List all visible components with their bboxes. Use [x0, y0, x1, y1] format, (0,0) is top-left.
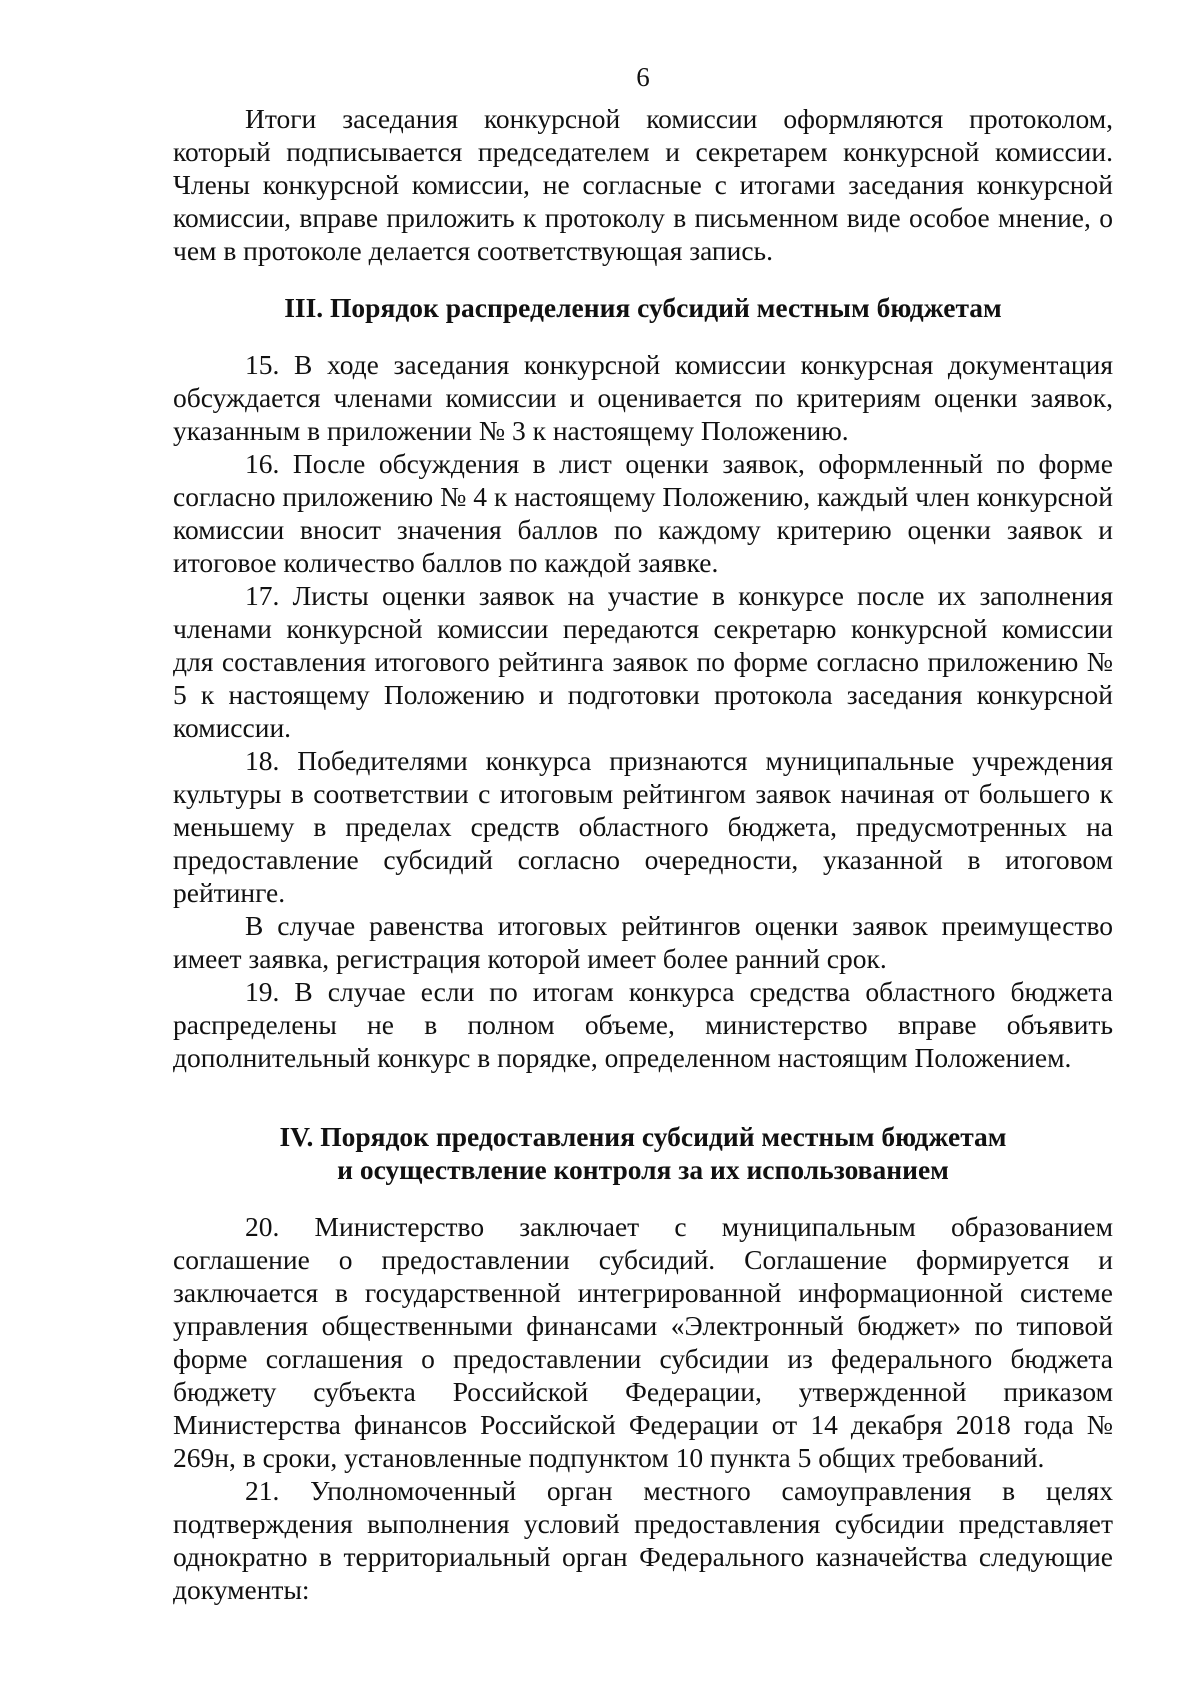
paragraph-17: 17. Листы оценки заявок на участие в конкурсе после их заполнения членами конкурсной комиссии передаются секретарю конкурсной комиссии для составления итогового рейтинга заявок по форме согласно приложению № 5 к настоящему Положению и подготовки протокола заседания конкурсной комиссии. [173, 580, 1113, 743]
page-number: 6 [636, 62, 650, 92]
paragraph-18-equal-ratings: В случае равенства итоговых рейтингов оценки заявок преимущество имеет заявка, регистрация которой имеет более ранний срок. [173, 910, 1113, 974]
paragraph-commission-results: Итоги заседания конкурсной комиссии оформляются протоколом, который подписывается председателем и секретарем конкурсной комиссии. Члены конкурсной комиссии, не согласные с итогами заседания конкурсной комиссии, вправе приложить к протоколу в письменном виде особое мнение, о чем в протоколе делается соответствующая запись. [173, 103, 1113, 266]
paragraph-21: 21. Уполномоченный орган местного самоуправления в целях подтверждения выполнения условий предоставления субсидии представляет однократно в территориальный орган Федерального казначейства следующие документы: [173, 1475, 1113, 1605]
paragraph-19: 19. В случае если по итогам конкурса средства областного бюджета распределены не в полном объеме, министерство вправе объявить дополнительный конкурс в порядке, определенном настоящим Положением. [173, 976, 1113, 1073]
paragraph-16: 16. После обсуждения в лист оценки заявок, оформленный по форме согласно приложению № 4 к настоящему Положению, каждый член конкурсной комиссии вносит значения баллов по каждому критерию оценки заявок и итоговое количество баллов по каждой заявке. [173, 448, 1113, 578]
paragraph-20: 20. Министерство заключает с муниципальным образованием соглашение о предоставлении субсидий. Соглашение формируется и заключается в государственной интегрированной информационной системе управления общественными финансами «Электронный бюджет» по типовой форме соглашения о предоставлении субсидии из федерального бюджета бюджету субъекта Российской Федерации, утвержденной приказом Министерства финансов Российской Федерации от 14 декабря 2018 года № 269н, в сроки, установленные подпунктом 10 пункта 5 общих требований. [173, 1211, 1113, 1473]
document-page [173, 60, 1113, 1606]
section-4-heading-line-1: IV. Порядок предоставления субсидий местным бюджетам [279, 1121, 1007, 1152]
section-3-heading: III. Порядок распределения субсидий местным бюджетам [284, 292, 1002, 323]
paragraph-18: 18. Победителями конкурса признаются муниципальные учреждения культуры в соответствии с итоговым рейтингом заявок начиная от большего к меньшему в пределах средств областного бюджета, предусмотренных на предоставление субсидий согласно очередности, указанной в итоговом рейтинге. [173, 745, 1113, 908]
paragraph-15: 15. В ходе заседания конкурсной комиссии конкурсная документация обсуждается членами комиссии и оценивается по критериям оценки заявок, указанным в приложении № 3 к настоящему Положению. [173, 349, 1113, 446]
section-4-heading [173, 1120, 1113, 1186]
section-4-heading-line-2: и осуществление контроля за их использованием [337, 1154, 949, 1185]
